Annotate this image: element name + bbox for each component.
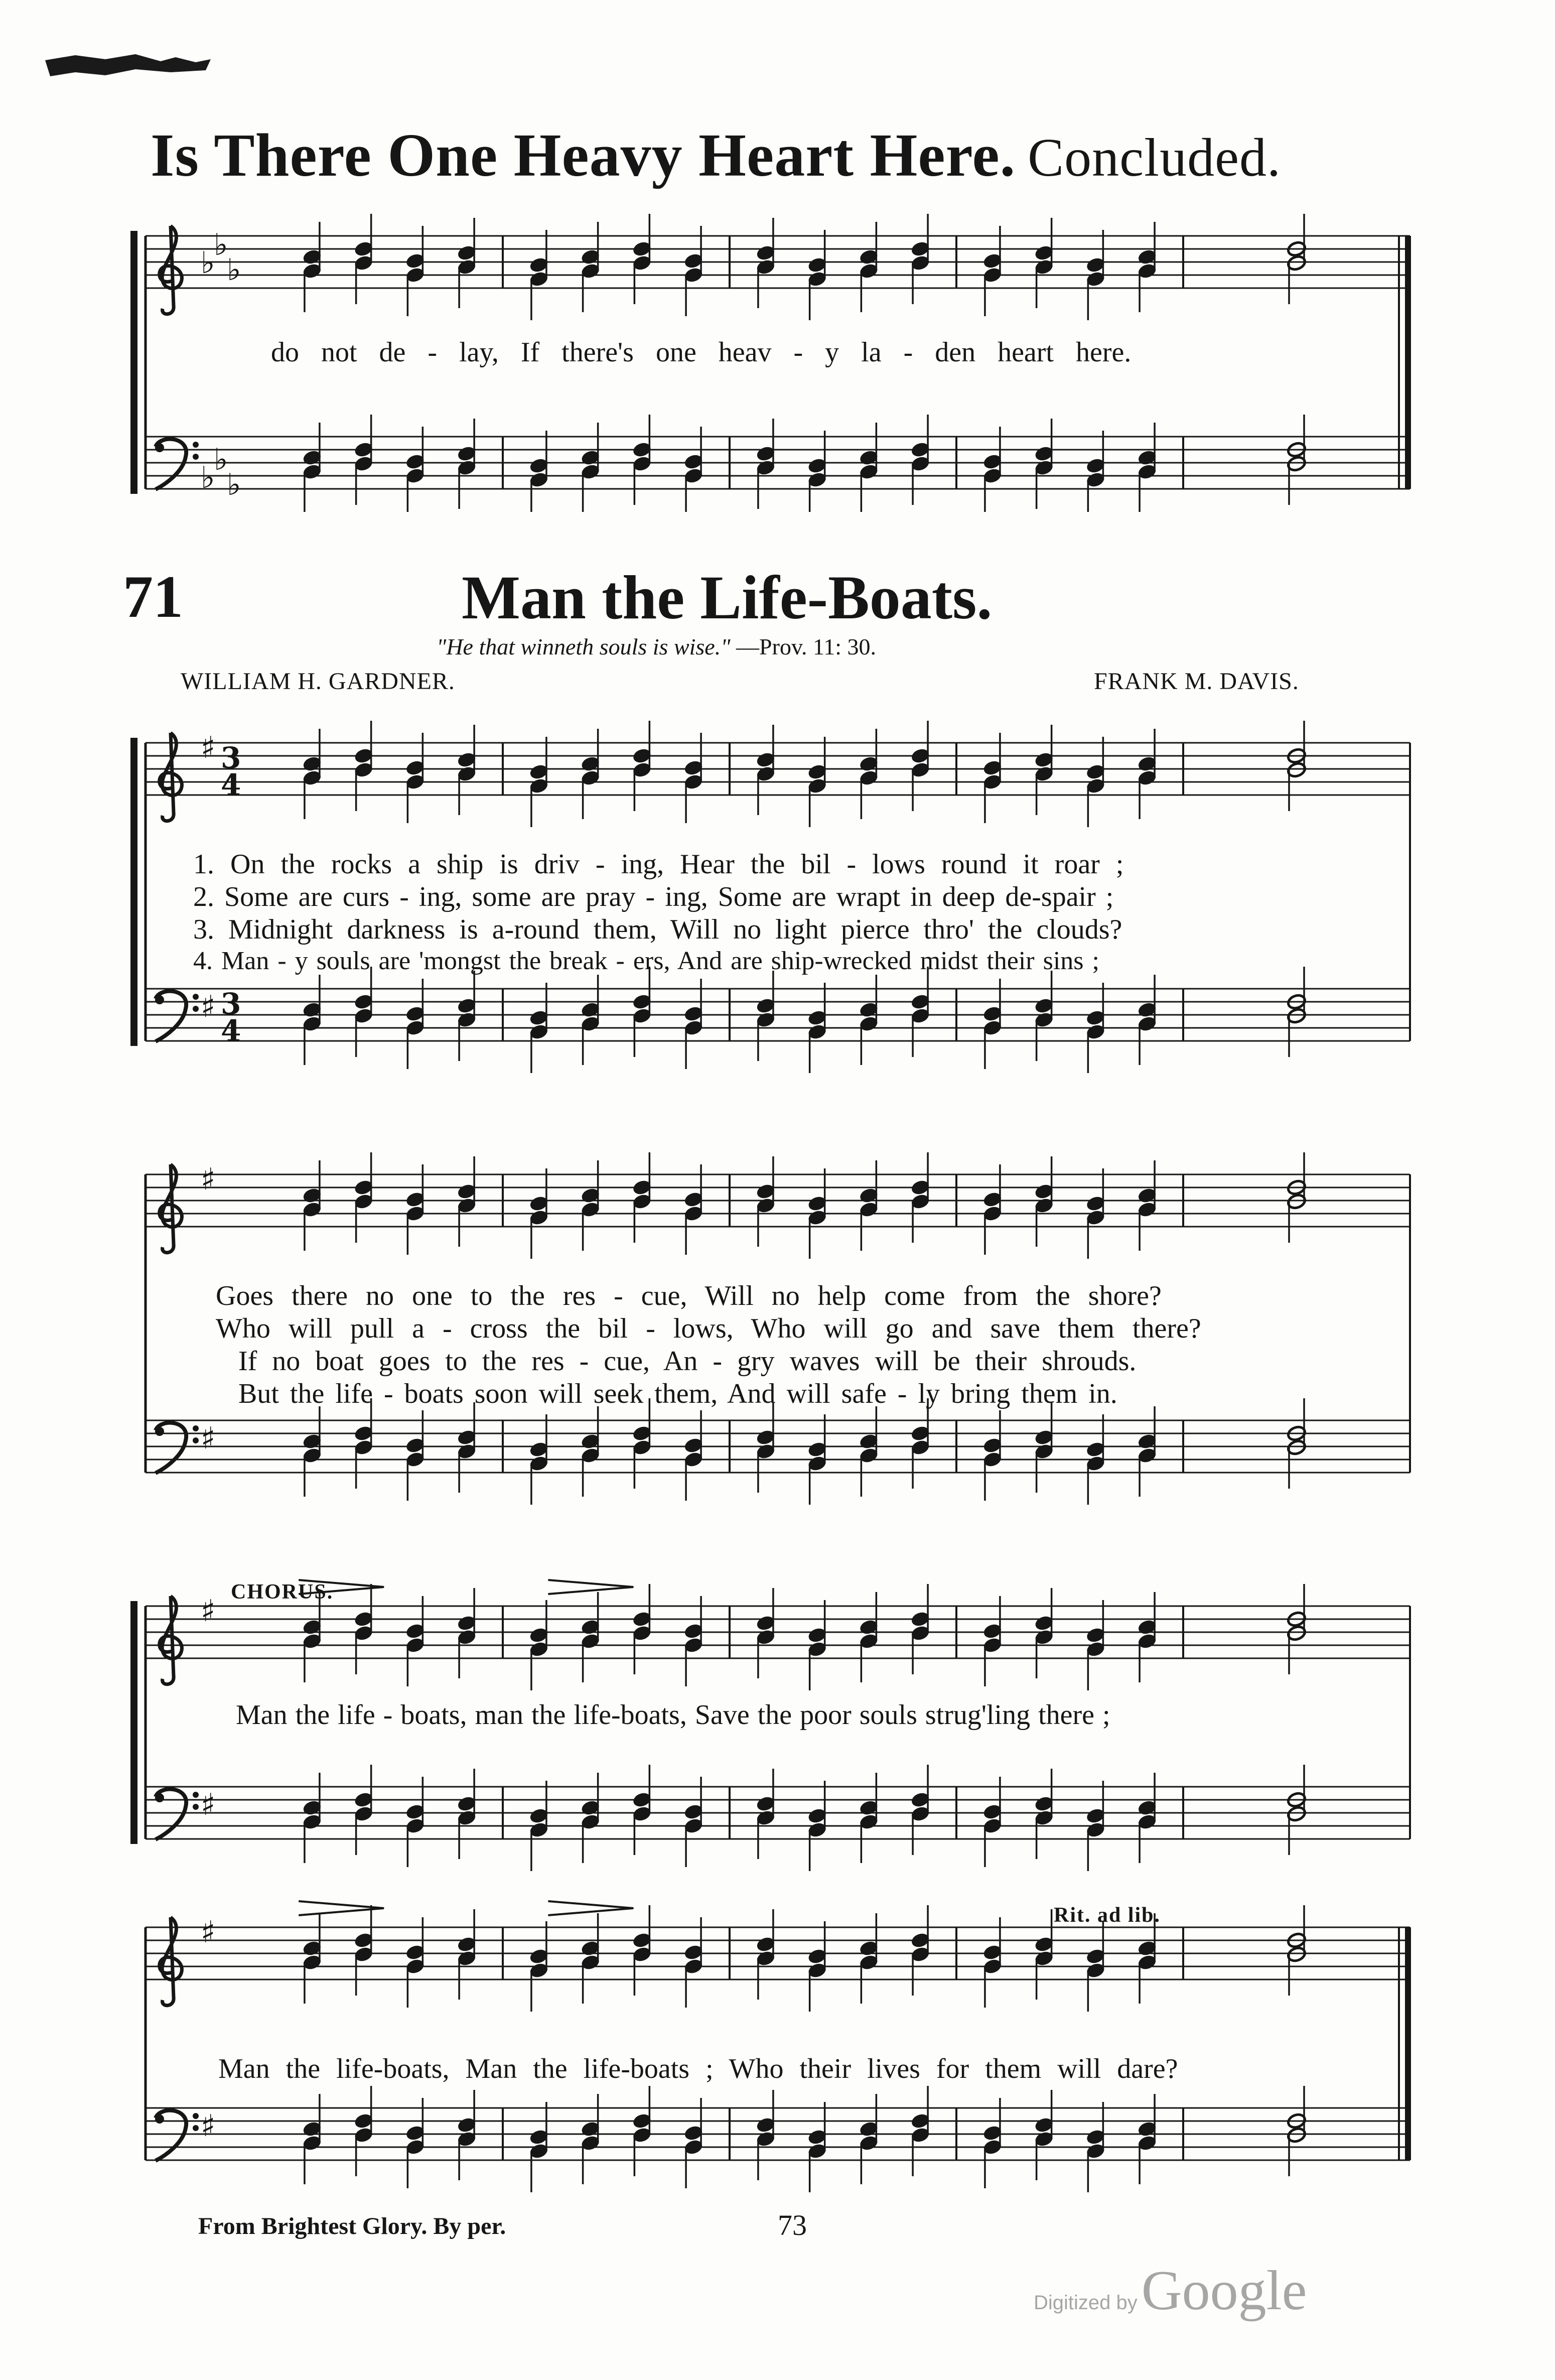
music-system-0 — [115, 201, 1425, 512]
system-bracket-icon — [130, 231, 137, 494]
copyright-credit: From Brightest Glory. By per. — [198, 2213, 506, 2239]
accent-icon — [548, 1580, 633, 1594]
treble-clef-icon — [160, 1164, 182, 1253]
verse-1-line: 1. On the rocks a ship is driv - ing, Hear the bil - lows round it roar ; — [193, 849, 1124, 880]
flat-icon: ♭ — [214, 442, 228, 477]
bass-staff — [146, 987, 1410, 1048]
chorus-lyrics-line: Man the life-boats, Man the life-boats ; Who their lives for them will dare? — [218, 2053, 1178, 2084]
lyrics-line: do not de - lay, If there's one heav - y la - den heart here. — [271, 337, 1132, 368]
time-signature-icon: 4 — [221, 1014, 241, 1048]
sharp-icon: ♯ — [201, 730, 216, 765]
music-system-1 — [115, 708, 1425, 1114]
music-system-4 — [115, 1892, 1425, 2223]
previous-hymn-title-text: Is There One Heavy Heart Here. — [151, 121, 1016, 189]
treble-clef-icon — [160, 1596, 182, 1684]
treble-clef-icon — [160, 733, 182, 821]
sharp-icon: ♯ — [201, 1594, 216, 1629]
sharp-icon: ♯ — [201, 989, 216, 1024]
lyricist-credit: WILLIAM H. GARDNER. — [181, 668, 455, 695]
page-number: 73 — [778, 2209, 807, 2241]
epigraph-reference: —Prov. 11: 30. — [736, 634, 877, 659]
google-wordmark: Google — [1141, 2260, 1307, 2322]
treble-staff — [146, 226, 1410, 314]
time-signature-icon: 3 — [221, 987, 241, 1021]
flat-icon: ♭ — [201, 460, 215, 495]
verse-1-line: Goes there no one to the res - cue, Will no help come from the shore? — [216, 1280, 1162, 1311]
composer-credit: FRANK M. DAVIS. — [1094, 668, 1299, 695]
flat-icon: ♭ — [214, 227, 228, 262]
treble-clef-icon — [160, 1917, 182, 2006]
verse-3-line: If no boat goes to the res - cue, An - gry waves will be their shrouds. — [238, 1346, 1137, 1377]
hymn-number: 71 — [123, 563, 183, 630]
sharp-icon: ♯ — [201, 1915, 216, 1950]
flat-icon: ♭ — [201, 245, 215, 281]
ritardando-label: Rit. ad lib. — [1054, 1904, 1161, 1927]
chorus-lyrics-line: Man the life - boats, man the life-boats, Save the poor souls strug'ling there ; — [236, 1699, 1110, 1731]
verse-2-line: Who will pull a - cross the bil - lows, Who will go and save them there? — [216, 1313, 1201, 1344]
sharp-icon: ♯ — [201, 1787, 216, 1822]
epigraph — [437, 633, 876, 660]
sharp-icon: ♯ — [201, 2108, 216, 2144]
flat-icon: ♭ — [227, 467, 241, 502]
time-signature-icon: 4 — [221, 768, 241, 802]
bass-staff — [146, 1420, 1410, 1473]
flat-icon: ♭ — [227, 252, 241, 288]
sharp-icon: ♯ — [201, 1162, 216, 1197]
system-bracket-icon — [130, 1601, 137, 1844]
treble-staff — [146, 730, 1410, 821]
bass-staff — [146, 437, 1410, 502]
treble-clef-icon — [160, 226, 182, 314]
bass-staff — [146, 2108, 1410, 2161]
grand-staff-3 — [115, 1571, 1425, 1902]
digitized-watermark — [1034, 2259, 1307, 2323]
hymn-title: Man the Life-Boats. — [462, 563, 993, 632]
accent-icon — [548, 1901, 633, 1915]
epigraph-quote: "He that winneth souls is wise." — [437, 634, 731, 659]
digitized-by-text: Digitized by — [1034, 2292, 1138, 2314]
concluded-label: Concluded. — [1028, 128, 1282, 188]
previous-hymn-title — [151, 120, 1281, 191]
sharp-icon: ♯ — [201, 1421, 216, 1456]
music-system-2 — [115, 1139, 1425, 1546]
treble-staff — [146, 1162, 1410, 1253]
ink-blot-decoration — [45, 50, 211, 80]
verse-2-line: 2. Some are curs - ing, some are pray - ing, Some are wrapt in deep de-spair ; — [193, 881, 1114, 912]
verse-4-line: 4. Man - y souls are 'mongst the break - ers, And are ship-wrecked midst their sins ; — [193, 947, 1099, 975]
time-signature-icon: 3 — [221, 741, 241, 775]
chorus-label: CHORUS. — [231, 1580, 334, 1604]
treble-staff — [146, 1915, 1410, 2006]
music-system-3 — [115, 1571, 1425, 1902]
bass-staff — [146, 1787, 1410, 1839]
verse-3-line: 3. Midnight darkness is a-round them, Will no light pierce thro' the clouds? — [193, 914, 1122, 945]
system-bracket-icon — [130, 738, 137, 1046]
verse-4-line: But the life - boats soon will seek them, And will safe - ly bring them in. — [238, 1378, 1117, 1409]
treble-staff — [146, 1594, 1410, 1684]
